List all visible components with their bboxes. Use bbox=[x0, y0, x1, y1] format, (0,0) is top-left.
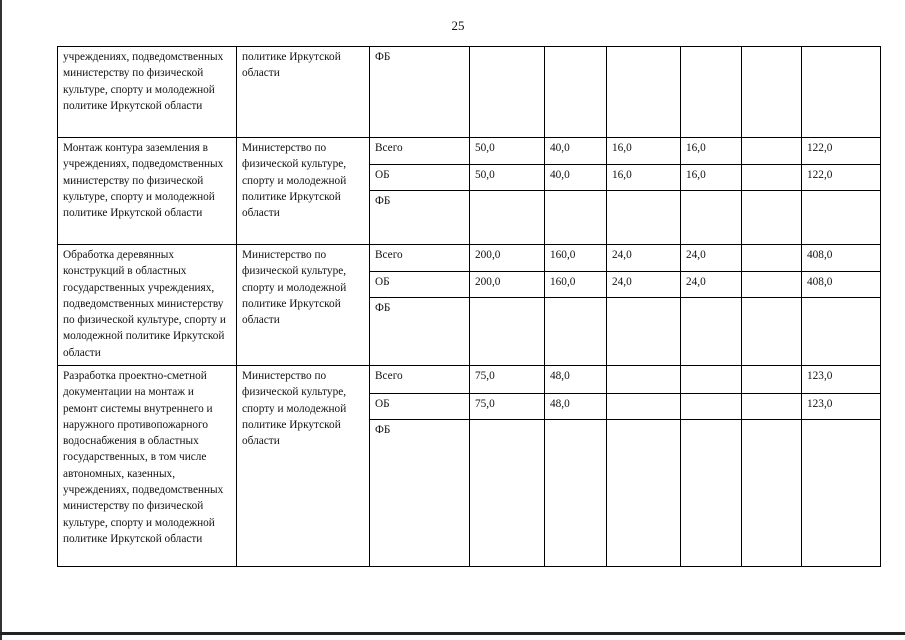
value-cell: 50,0 bbox=[470, 138, 545, 165]
value-cell bbox=[607, 420, 681, 567]
measure-cell: учреждениях, подведомственных министерству по физической культуре, спорту и молодежной политике Иркутской области bbox=[58, 47, 237, 138]
total-cell: 123,0 bbox=[802, 394, 881, 420]
table-row bbox=[58, 47, 881, 138]
measure-cell: Обработка деревянных конструкций в областных государственных учреждениях, подведомственных министерству по физической культуре, спорту и молодежной политике Иркутской области bbox=[58, 245, 237, 366]
executor-cell: Министерство по физической культуре, спорту и молодежной политике Иркутской области bbox=[237, 138, 370, 245]
value-cell: 24,0 bbox=[681, 272, 742, 298]
value-cell bbox=[545, 298, 607, 366]
table-row bbox=[58, 245, 881, 272]
source-label-cell: ФБ bbox=[370, 191, 470, 245]
value-cell bbox=[607, 394, 681, 420]
value-cell: 160,0 bbox=[545, 245, 607, 272]
value-cell bbox=[681, 191, 742, 245]
source-label-cell: ОБ bbox=[370, 272, 470, 298]
total-cell: 122,0 bbox=[802, 165, 881, 191]
total-cell: 408,0 bbox=[802, 272, 881, 298]
source-label-cell: ОБ bbox=[370, 165, 470, 191]
table-row bbox=[58, 366, 881, 394]
total-cell bbox=[802, 191, 881, 245]
value-cell: 40,0 bbox=[545, 138, 607, 165]
total-cell bbox=[802, 298, 881, 366]
value-cell bbox=[742, 298, 802, 366]
value-cell bbox=[607, 366, 681, 394]
value-cell bbox=[742, 165, 802, 191]
total-cell: 123,0 bbox=[802, 366, 881, 394]
total-cell: 122,0 bbox=[802, 138, 881, 165]
value-cell bbox=[545, 420, 607, 567]
measure-cell: Разработка проектно-сметной документации на монтаж и ремонт системы внутреннего и наружного противопожарного водоснабжения в областных государственных, в том числе автономных, казенных, учреждениях, подведомственных министерству по физической культуре, спорту и молодежной политике Иркутской области bbox=[58, 366, 237, 567]
value-cell bbox=[742, 47, 802, 138]
value-cell bbox=[545, 191, 607, 245]
value-cell: 75,0 bbox=[470, 394, 545, 420]
value-cell: 24,0 bbox=[681, 245, 742, 272]
value-cell bbox=[742, 138, 802, 165]
value-cell bbox=[742, 245, 802, 272]
value-cell: 24,0 bbox=[607, 272, 681, 298]
value-cell bbox=[607, 47, 681, 138]
value-cell bbox=[742, 191, 802, 245]
total-cell bbox=[802, 47, 881, 138]
value-cell: 48,0 bbox=[545, 366, 607, 394]
source-label-cell: ФБ bbox=[370, 47, 470, 138]
executor-cell: политике Иркутской области bbox=[237, 47, 370, 138]
value-cell: 40,0 bbox=[545, 165, 607, 191]
value-cell bbox=[545, 47, 607, 138]
value-cell: 200,0 bbox=[470, 272, 545, 298]
page-number: 25 bbox=[451, 18, 465, 33]
value-cell bbox=[681, 298, 742, 366]
value-cell bbox=[470, 298, 545, 366]
value-cell bbox=[607, 191, 681, 245]
value-cell bbox=[742, 420, 802, 567]
value-cell bbox=[470, 47, 545, 138]
value-cell: 50,0 bbox=[470, 165, 545, 191]
value-cell: 16,0 bbox=[681, 165, 742, 191]
source-label-cell: ФБ bbox=[370, 420, 470, 567]
value-cell: 24,0 bbox=[607, 245, 681, 272]
total-cell bbox=[802, 420, 881, 567]
value-cell: 16,0 bbox=[681, 138, 742, 165]
value-cell: 16,0 bbox=[607, 138, 681, 165]
value-cell: 160,0 bbox=[545, 272, 607, 298]
value-cell bbox=[742, 272, 802, 298]
executor-cell: Министерство по физической культуре, спорту и молодежной политике Иркутской области bbox=[237, 245, 370, 366]
page-frame-left bbox=[0, 0, 2, 640]
value-cell bbox=[470, 420, 545, 567]
value-cell bbox=[742, 366, 802, 394]
source-label-cell: ФБ bbox=[370, 298, 470, 366]
value-cell bbox=[681, 394, 742, 420]
budget-table bbox=[57, 46, 881, 567]
value-cell bbox=[607, 298, 681, 366]
executor-cell: Министерство по физической культуре, спорту и молодежной политике Иркутской области bbox=[237, 366, 370, 567]
source-label-cell: Всего bbox=[370, 366, 470, 394]
value-cell: 75,0 bbox=[470, 366, 545, 394]
source-label-cell: ОБ bbox=[370, 394, 470, 420]
value-cell: 48,0 bbox=[545, 394, 607, 420]
value-cell bbox=[742, 394, 802, 420]
value-cell: 16,0 bbox=[607, 165, 681, 191]
value-cell bbox=[470, 191, 545, 245]
value-cell: 200,0 bbox=[470, 245, 545, 272]
value-cell bbox=[681, 366, 742, 394]
source-label-cell: Всего bbox=[370, 138, 470, 165]
page-frame-bottom bbox=[0, 632, 905, 635]
value-cell bbox=[681, 420, 742, 567]
value-cell bbox=[681, 47, 742, 138]
source-label-cell: Всего bbox=[370, 245, 470, 272]
measure-cell: Монтаж контура заземления в учреждениях, подведомственных министерству по физической культуре, спорту и молодежной политике Иркутской области bbox=[58, 138, 237, 245]
total-cell: 408,0 bbox=[802, 245, 881, 272]
table-row bbox=[58, 138, 881, 165]
